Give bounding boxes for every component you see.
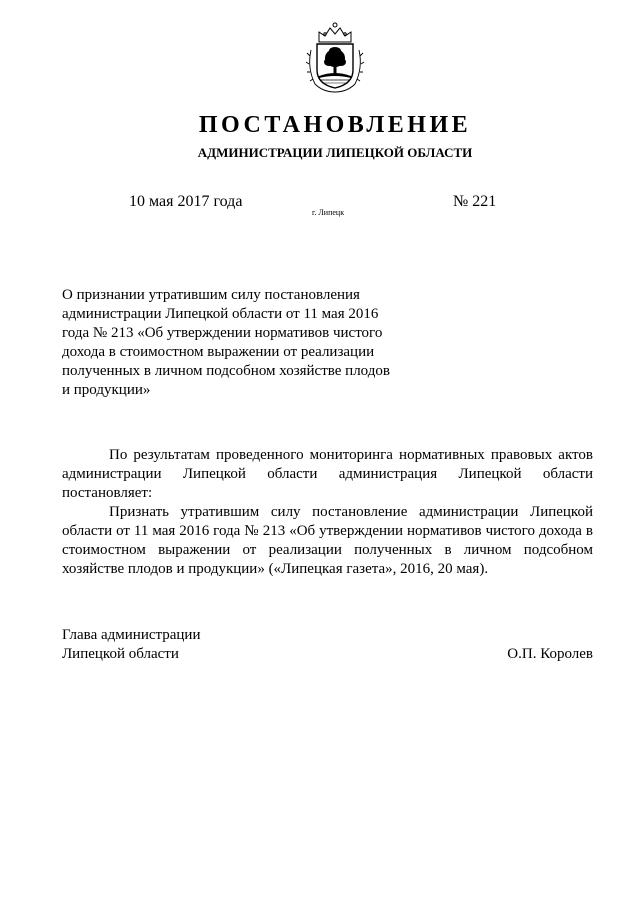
- subject-line: и продукции»: [62, 382, 151, 398]
- subject-line: года № 213 «Об утверждении нормативов чистого: [62, 325, 383, 341]
- subject-line: полученных в личном подсобном хозяйстве плодов: [62, 363, 390, 379]
- issuing-authority: АДМИНИСТРАЦИИ ЛИПЕЦКОЙ ОБЛАСТИ: [197, 145, 473, 160]
- coat-of-arms-icon: [305, 20, 365, 94]
- signer-name: О.П. Королев: [507, 646, 593, 662]
- document-body: [62, 446, 593, 579]
- signature-block: [62, 626, 593, 664]
- document-number: № 221: [453, 193, 497, 210]
- document-place: г. Липецк: [312, 208, 345, 217]
- body-paragraph: По результатам проведенного мониторинга нормативных правовых актов администрации Липецкой области администрация Липецкой области постановляет:: [62, 447, 593, 501]
- subject-line: дохода в стоимостном выражении от реализации: [62, 344, 375, 360]
- subject-line: администрации Липецкой области от 11 мая 2016: [62, 306, 379, 322]
- signer-position-line: Липецкой области: [62, 646, 179, 662]
- document-date: 10 мая 2017 года: [129, 193, 243, 210]
- document-type-title: ПОСТАНОВЛЕНИЕ: [198, 112, 472, 138]
- signer-position-line: Глава администрации: [62, 627, 201, 643]
- body-paragraph: Признать утратившим силу постановление администрации Липецкой области от 11 мая 2016 года № 213 «Об утверждении нормативов чистого дохода в стоимостном выражении от реализации полученных в личном подсобном хозяйстве плодов и продукции» («Липецкая газета», 2016, 20 мая).: [62, 504, 593, 577]
- document-subject: [62, 286, 407, 400]
- subject-line: О признании утратившим силу постановления: [62, 287, 360, 303]
